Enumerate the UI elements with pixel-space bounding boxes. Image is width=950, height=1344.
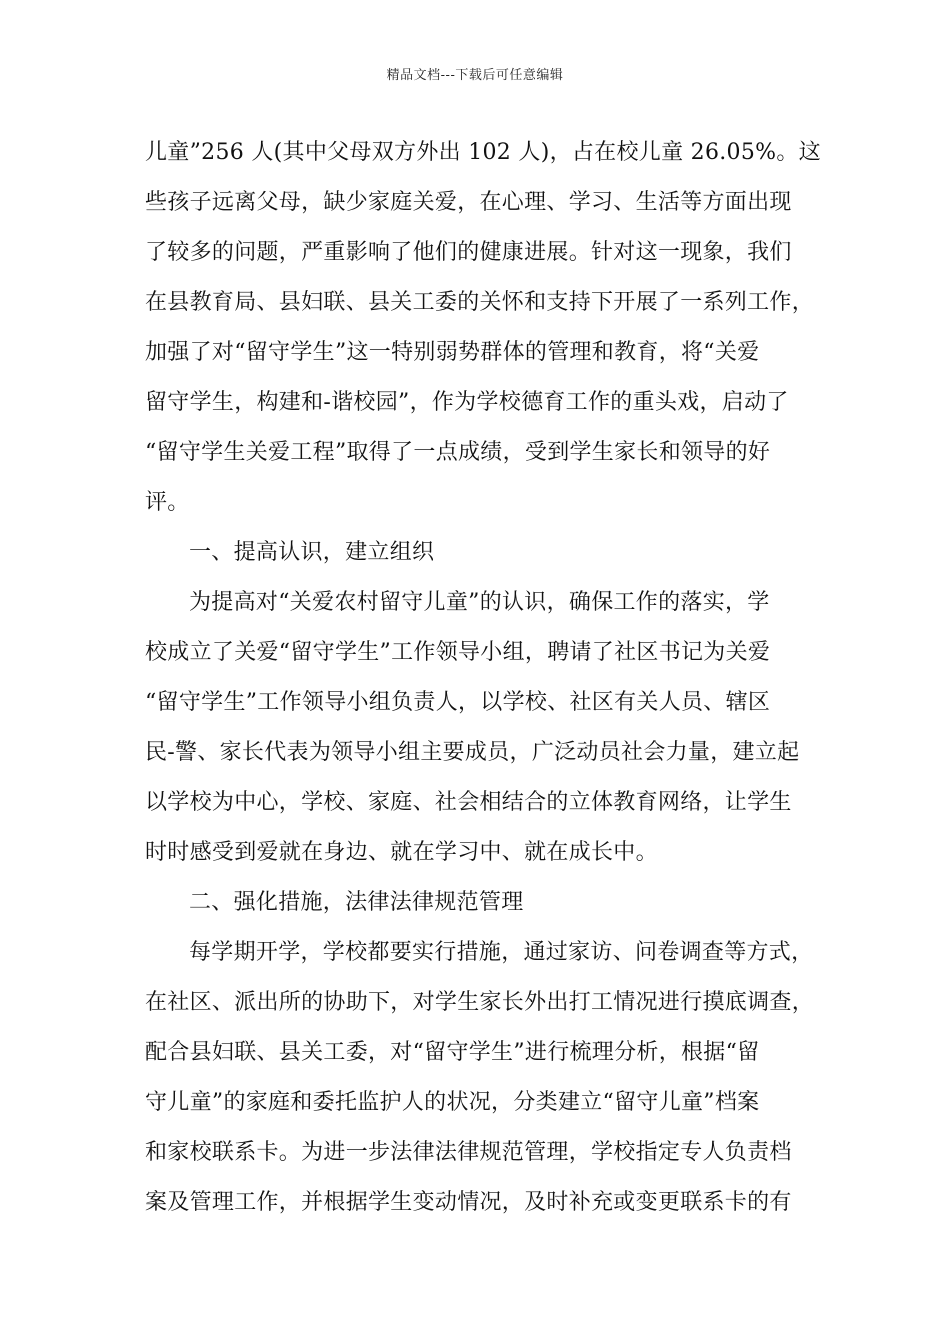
- paragraph-line: 加强了对“留守学生”这一特别弱势群体的管理和教育，将“关爱: [145, 340, 760, 365]
- paragraph-line: 留守学生，构建和-谐校园”，作为学校德育工作的重头戏，启动了: [145, 390, 789, 415]
- paragraph-line: “留守学生”工作领导小组负责人，以学校、社区有关人员、辖区: [145, 690, 771, 715]
- paragraph-line: 民-警、家长代表为领导小组主要成员，广泛动员社会力量，建立起: [145, 740, 800, 765]
- page-header: 精品文档---下载后可任意编辑: [386, 68, 564, 83]
- paragraph-line: “留守学生关爱工程”取得了一点成绩，受到学生家长和领导的好: [145, 440, 771, 465]
- paragraph-line: 每学期开学，学校都要实行措施，通过家访、问卷调查等方式，: [189, 940, 814, 965]
- paragraph-line: 案及管理工作，并根据学生变动情况，及时补充或变更联系卡的有: [145, 1190, 792, 1215]
- paragraph-line: 儿童”256 人(其中父母双方外出 102 人)，占在校儿童 26.05%。这: [145, 140, 821, 165]
- paragraph-line: 守儿童”的家庭和委托监护人的状况，分类建立“留守儿童”档案: [145, 1090, 760, 1115]
- section-heading-2: 二、强化措施，法律法律规范管理: [189, 890, 524, 915]
- paragraph-line: 时时感受到爱就在身边、就在学习中、就在成长中。: [145, 840, 658, 865]
- section-heading-1: 一、提高认识，建立组织: [189, 540, 435, 565]
- paragraph-line: 为提高对“关爱农村留守儿童”的认识，确保工作的落实，学: [189, 590, 770, 615]
- paragraph-line: 些孩子远离父母，缺少家庭关爱，在心理、学习、生活等方面出现: [145, 190, 792, 215]
- paragraph-line: 和家校联系卡。为进一步法律法律规范管理，学校指定专人负责档: [145, 1140, 792, 1165]
- paragraph-line: 在社区、派出所的协助下，对学生家长外出打工情况进行摸底调查，: [145, 990, 815, 1015]
- paragraph-line: 在县教育局、县妇联、县关工委的关怀和支持下开展了一系列工作，: [145, 290, 815, 315]
- paragraph-line: 配合县妇联、县关工委，对“留守学生”进行梳理分析，根据“留: [145, 1040, 760, 1065]
- document-body: [145, 136, 821, 1236]
- paragraph-line: 评。: [145, 490, 190, 515]
- paragraph-line: 了较多的问题，严重影响了他们的健康进展。针对这一现象，我们: [145, 240, 792, 265]
- paragraph-line: 校成立了关爱“留守学生”工作领导小组，聘请了社区书记为关爱: [145, 640, 771, 665]
- paragraph-line: 以学校为中心，学校、家庭、社会相结合的立体教育网络，让学生: [145, 790, 792, 815]
